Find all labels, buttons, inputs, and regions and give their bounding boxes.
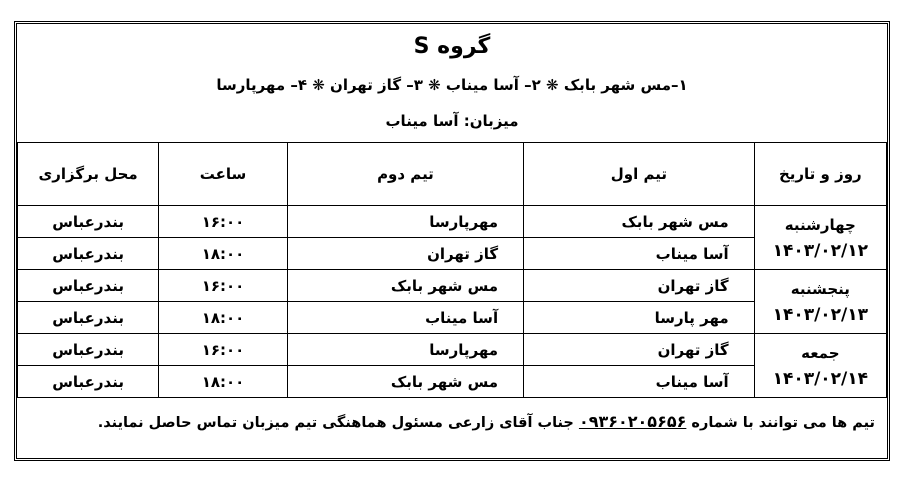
team2-cell: مهرپارسا <box>287 334 523 366</box>
table-row <box>18 270 887 302</box>
venue-cell: بندرعباس <box>18 206 159 238</box>
header-time: ساعت <box>159 143 288 206</box>
venue-cell: بندرعباس <box>18 334 159 366</box>
team2-cell: مس شهر بابک <box>287 270 523 302</box>
team1-cell: آسا میناب <box>524 366 755 398</box>
table-header-row <box>18 143 887 206</box>
contact-note-before: تیم ها می توانند با شماره <box>686 415 875 431</box>
venue-cell: بندرعباس <box>18 366 159 398</box>
team2-cell: مس شهر بابک <box>287 366 523 398</box>
time-cell: ۱۶:۰۰ <box>159 334 288 366</box>
time-cell: ۱۶:۰۰ <box>159 270 288 302</box>
contact-note-after: جناب آقای زارعی مسئول هماهنگی تیم میزبان تماس حاصل نمایند. <box>97 415 579 431</box>
time-cell: ۱۸:۰۰ <box>159 302 288 334</box>
time-cell: ۱۶:۰۰ <box>159 206 288 238</box>
day-date: ۱۴۰۳/۰۲/۱۲ <box>772 240 869 261</box>
table-row <box>18 206 887 238</box>
venue-cell: بندرعباس <box>18 270 159 302</box>
schedule-frame <box>14 21 890 461</box>
day-name: جمعه <box>801 343 840 362</box>
header-team2: تیم دوم <box>287 143 523 206</box>
team1-cell: گاز تهران <box>524 270 755 302</box>
day-cell <box>754 206 886 270</box>
team2-cell: آسا میناب <box>287 302 523 334</box>
day-date: ۱۴۰۳/۰۲/۱۴ <box>772 368 869 389</box>
time-cell: ۱۸:۰۰ <box>159 366 288 398</box>
header-team1: تیم اول <box>524 143 755 206</box>
schedule-table <box>17 142 887 398</box>
team2-cell: گاز تهران <box>287 238 523 270</box>
venue-cell: بندرعباس <box>18 238 159 270</box>
venue-cell: بندرعباس <box>18 302 159 334</box>
day-cell <box>754 334 886 398</box>
group-title: گروه S <box>413 34 491 59</box>
header <box>17 24 887 144</box>
team1-cell: آسا میناب <box>524 238 755 270</box>
header-venue: محل برگزاری <box>18 143 159 206</box>
host-line: میزبان: آسا میناب <box>385 112 519 130</box>
team1-cell: گاز تهران <box>524 334 755 366</box>
contact-note <box>17 412 887 431</box>
team1-cell: مس شهر بابک <box>524 206 755 238</box>
contact-phone: ۰۹۳۶۰۲۰۵۶۵۶ <box>578 412 687 431</box>
day-name: چهارشنبه <box>784 215 856 234</box>
teams-line: ۱–مس شهر بابک ❋ ۲– آسا میناب ❋ ۳– گاز تهران ❋ ۴– مهرپارسا <box>216 76 688 94</box>
table-row <box>18 334 887 366</box>
team1-cell: مهر پارسا <box>524 302 755 334</box>
day-name: پنجشنبه <box>790 279 850 298</box>
day-date: ۱۴۰۳/۰۲/۱۳ <box>772 304 869 325</box>
day-cell <box>754 270 886 334</box>
team2-cell: مهرپارسا <box>287 206 523 238</box>
time-cell: ۱۸:۰۰ <box>159 238 288 270</box>
header-day: روز و تاریخ <box>754 143 886 206</box>
